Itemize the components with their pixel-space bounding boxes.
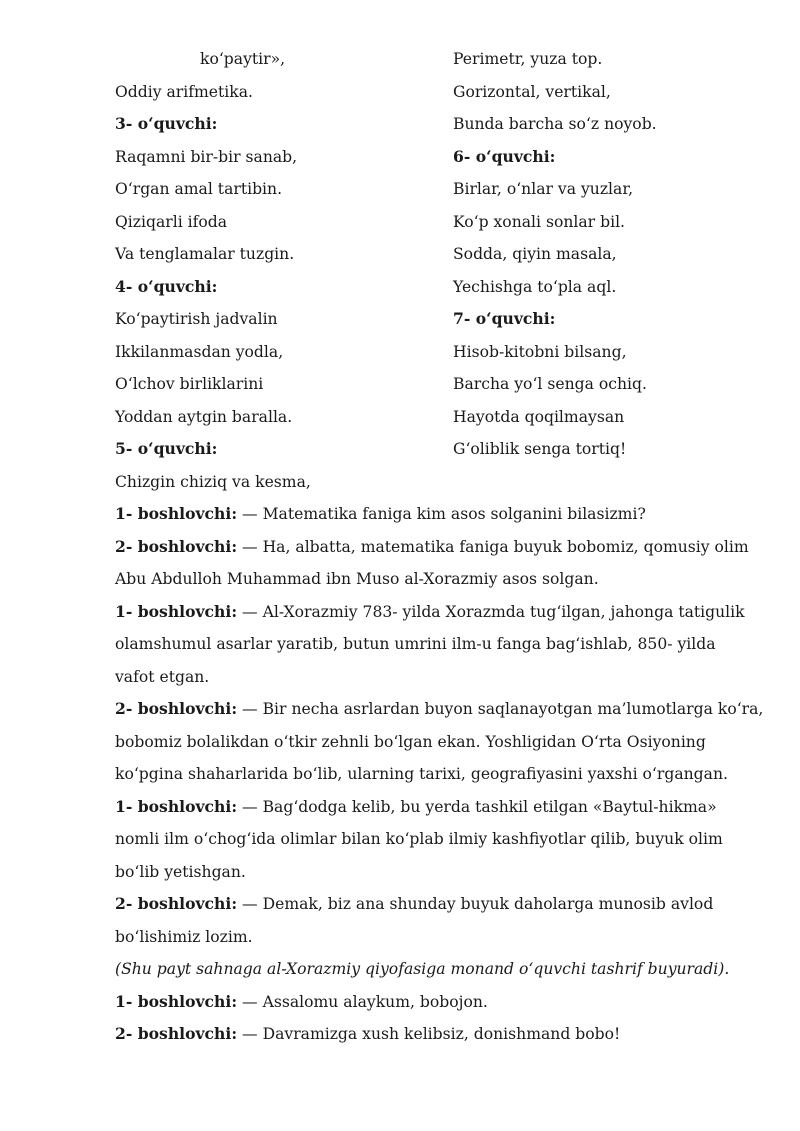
poem-line: Ikkilanmasdan yodla, (115, 342, 284, 361)
poem-line: Barcha yo‘l senga ochiq. (453, 375, 647, 393)
dialogue-line (115, 732, 706, 752)
dialogue-line (115, 959, 729, 979)
dialogue-text: vafot etgan. (115, 667, 210, 686)
dialogue-text: — Davramizga xush kelibsiz, donishmand bobo! (237, 1025, 621, 1043)
poem-line: ko‘paytir», (200, 50, 286, 68)
dialogue-line (115, 862, 246, 882)
speaker-label: 2- boshlovchi: (115, 699, 238, 718)
poem-line: Raqamni bir-bir sanab, (115, 147, 298, 166)
poem-line: Hayotda qoqilmaysan (453, 407, 625, 426)
speaker-label: 2- boshlovchi: (115, 894, 238, 913)
poem-line: Sodda, qiyin masala, (453, 245, 617, 263)
dialogue-text: — Matematika faniga kim asos solganini bilasizmi? (237, 505, 646, 523)
dialogue-line (115, 927, 253, 947)
speaker-label: 1- boshlovchi: (115, 601, 238, 621)
dialogue-text: bobomiz bolalikdan o‘tkir zehnli bo‘lgan ekan. Yoshligidan O‘rta Osiyoning (115, 732, 706, 751)
poem-line: Va tenglamalar tuzgin. (115, 245, 295, 263)
speaker-label: 1- boshlovchi: (115, 796, 238, 816)
poem-line: Hisob-kitobni bilsang, (453, 342, 627, 361)
dialogue-text: bo‘lib yetishgan. (115, 862, 246, 881)
speaker-label: 2- boshlovchi: (115, 1024, 238, 1043)
speaker-label: 1- boshlovchi: (115, 991, 238, 1011)
dialogue-text: (Shu payt sahnaga al-Xorazmiy qiyofasiga monand o‘quvchi tashrif buyuradi). (115, 960, 730, 978)
dialogue-text: — Bir necha asrlardan buyon saqlanayotgan ma’lumotlarga ko‘ra, (237, 700, 764, 718)
dialogue-text: — Bag‘dodga kelib, bu yerda tashkil etilgan «Baytul-hikma» (237, 797, 717, 816)
speaker-heading: 6- o‘quvchi: (453, 146, 556, 166)
dialogue-line (115, 537, 749, 557)
poem-line: Oddiy arifmetika. (115, 82, 253, 101)
poem-line: Bunda barcha so‘z noyob. (453, 115, 657, 133)
dialogue-line (115, 699, 763, 719)
dialogue-text: — Assalomu alaykum, bobojon. (237, 992, 488, 1011)
dialogue-line (115, 764, 728, 784)
dialogue-text: ko‘pgina shaharlarida bo‘lib, ularning tarixi, geografiyasini yaxshi o‘rgangan. (115, 765, 728, 783)
dialogue-line (115, 634, 716, 654)
poem-line: Ko‘p xonali sonlar bil. (453, 212, 626, 231)
dialogue-line (115, 569, 599, 589)
dialogue-text: bo‘lishimiz lozim. (115, 927, 253, 946)
poem-line: Ko‘paytirish jadvalin (115, 310, 278, 328)
poem-line: Perimetr, yuza top. (453, 50, 603, 68)
dialogue-line (115, 504, 646, 524)
dialogue-line (115, 992, 488, 1012)
dialogue-line (115, 829, 723, 849)
speaker-label: 2- boshlovchi: (115, 536, 238, 556)
speaker-heading: 4- o‘quvchi: (115, 276, 218, 296)
poem-line: Gorizontal, vertikal, (453, 82, 611, 101)
poem-line: O‘lchov birliklarini (115, 375, 264, 393)
poem-line: G‘oliblik senga tortiq! (453, 440, 627, 458)
poem-line: Yoddan aytgin baralla. (115, 407, 293, 426)
dialogue-line (115, 602, 745, 622)
dialogue-line (115, 797, 717, 817)
dialogue-text: — Ha, albatta, matematika faniga buyuk bobomiz, qomusiy olim (237, 537, 749, 556)
dialogue-text: — Demak, biz ana shunday buyuk daholarga munosib avlod (237, 895, 714, 913)
poem-line: Birlar, o‘nlar va yuzlar, (453, 180, 634, 198)
speaker-label: 1- boshlovchi: (115, 504, 238, 523)
dialogue-line (115, 894, 713, 914)
speaker-heading: 3- o‘quvchi: (115, 114, 218, 133)
poem-line: O‘rgan amal tartibin. (115, 180, 283, 198)
dialogue-text: olamshumul asarlar yaratib, butun umrini ilm-u fanga bag‘ishlab, 850- yilda (115, 635, 716, 653)
dialogue-line (115, 667, 209, 687)
poem-line: Chizgin chiziq va kesma, (115, 472, 311, 491)
dialogue-text: Abu Abdulloh Muhammad ibn Muso al-Xorazmiy asos solgan. (115, 570, 599, 588)
poem-line: Qiziqarli ifoda (115, 212, 228, 231)
dialogue-line (115, 1024, 620, 1044)
poem-line: Yechishga to‘pla aql. (453, 277, 617, 296)
dialogue-text: nomli ilm o‘chog‘ida olimlar bilan ko‘plab ilmiy kashfiyotlar qilib, buyuk olim (115, 830, 723, 848)
speaker-heading: 7- o‘quvchi: (453, 309, 556, 328)
speaker-heading: 5- o‘quvchi: (115, 439, 218, 458)
dialogue-text: — Al-Xorazmiy 783- yilda Xorazmda tug‘ilgan, jahonga tatigulik (237, 602, 745, 621)
